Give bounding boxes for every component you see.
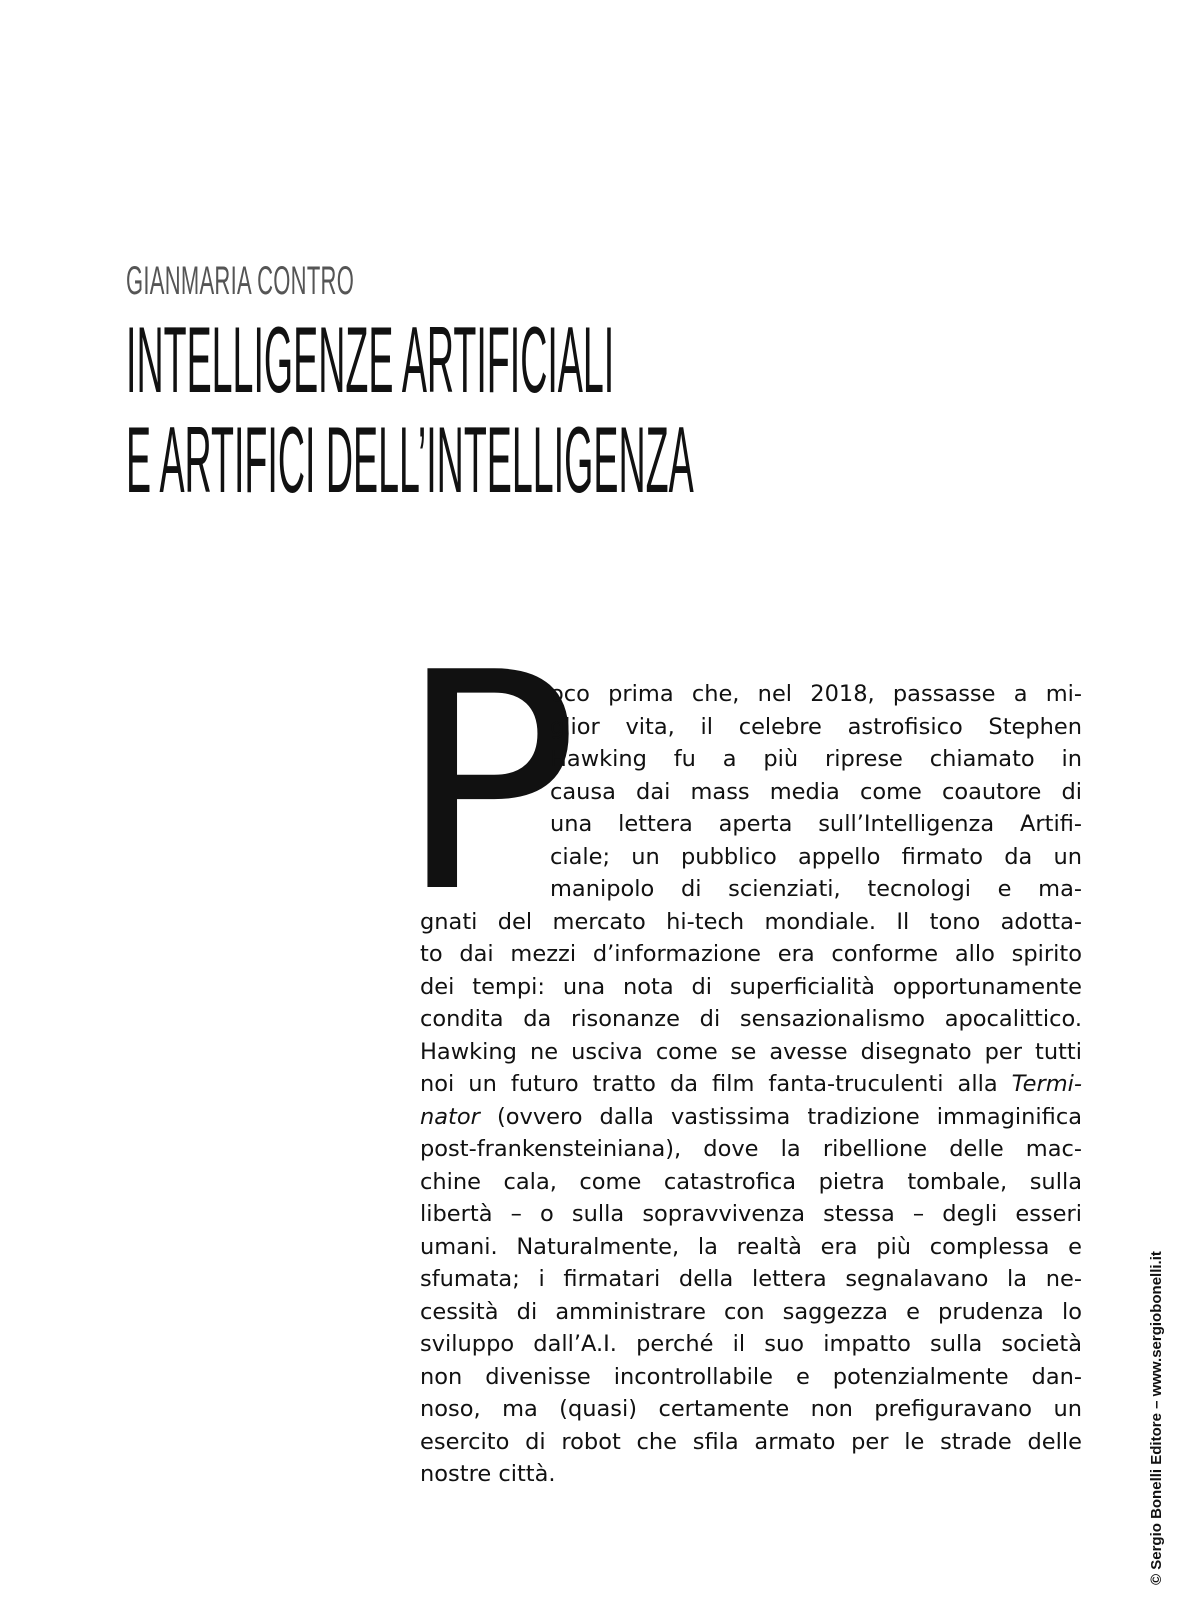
body-line: causa dai mass media come coautore di <box>550 778 1082 805</box>
title-line: E ARTIFICI DELL’INTELLIGENZA <box>126 407 694 512</box>
body-line: ciale; un pubblico appello firmato da un <box>550 843 1082 870</box>
body-line: post-frankensteiniana), dove la ribellione delle mac- <box>420 1136 1082 1162</box>
body-line: nostre città. <box>420 1461 556 1487</box>
body-line: sfumata; i firmatari della lettera segnalavano la ne- <box>420 1266 1082 1292</box>
title-line: INTELLIGENZE ARTIFICIALI <box>126 307 615 412</box>
drop-cap: P <box>398 609 579 958</box>
body-line: manipolo di scienziati, tecnologi e ma- <box>550 876 1082 902</box>
author-name: GIANMARIA CONTRO <box>126 259 355 303</box>
body-line: noi un futuro tratto da film fanta-truculenti alla Termi- <box>420 1071 1082 1097</box>
body-line: nator (ovvero dalla vastissima tradizione immaginifica <box>420 1103 1082 1130</box>
body-line: gnati del mercato hi-tech mondiale. Il tono adotta- <box>420 908 1082 935</box>
body-line: chine cala, come catastrofica pietra tombale, sulla <box>420 1168 1082 1195</box>
body-line: Hawking fu a più riprese chiamato in <box>550 746 1082 772</box>
article-title <box>126 307 694 512</box>
body-line: non divenisse incontrollabile e potenzialmente dan- <box>420 1363 1082 1390</box>
body-line: umani. Naturalmente, la realtà era più complessa e <box>420 1233 1082 1260</box>
body-line: condita da risonanze di sensazionalismo apocalittico. <box>420 1006 1082 1032</box>
body-line: sviluppo dall’A.I. perché il suo impatto sulla società <box>420 1331 1082 1357</box>
body-line: oco prima che, nel 2018, passasse a mi- <box>550 681 1082 707</box>
article-body <box>420 678 1082 1491</box>
copyright-credit: © Sergio Bonelli Editore – www.sergiobonelli.it <box>1148 1251 1165 1585</box>
body-line: Hawking ne usciva come se avesse disegnato per tutti <box>420 1038 1082 1065</box>
body-line: to dai mezzi d’informazione era conforme allo spirito <box>420 941 1082 967</box>
body-line: cessità di amministrare con saggezza e prudenza lo <box>420 1298 1082 1325</box>
body-line: glior vita, il celebre astrofisico Stephen <box>550 713 1082 740</box>
body-line: dei tempi: una nota di superficialità opportunamente <box>420 973 1082 1000</box>
body-line: libertà – o sulla sopravvivenza stessa – degli esseri <box>420 1201 1082 1227</box>
body-line: una lettera aperta sull’Intelligenza Artifi- <box>550 811 1082 837</box>
body-line: esercito di robot che sfila armato per le strade delle <box>420 1428 1082 1455</box>
body-line: noso, ma (quasi) certamente non prefiguravano un <box>420 1396 1082 1422</box>
